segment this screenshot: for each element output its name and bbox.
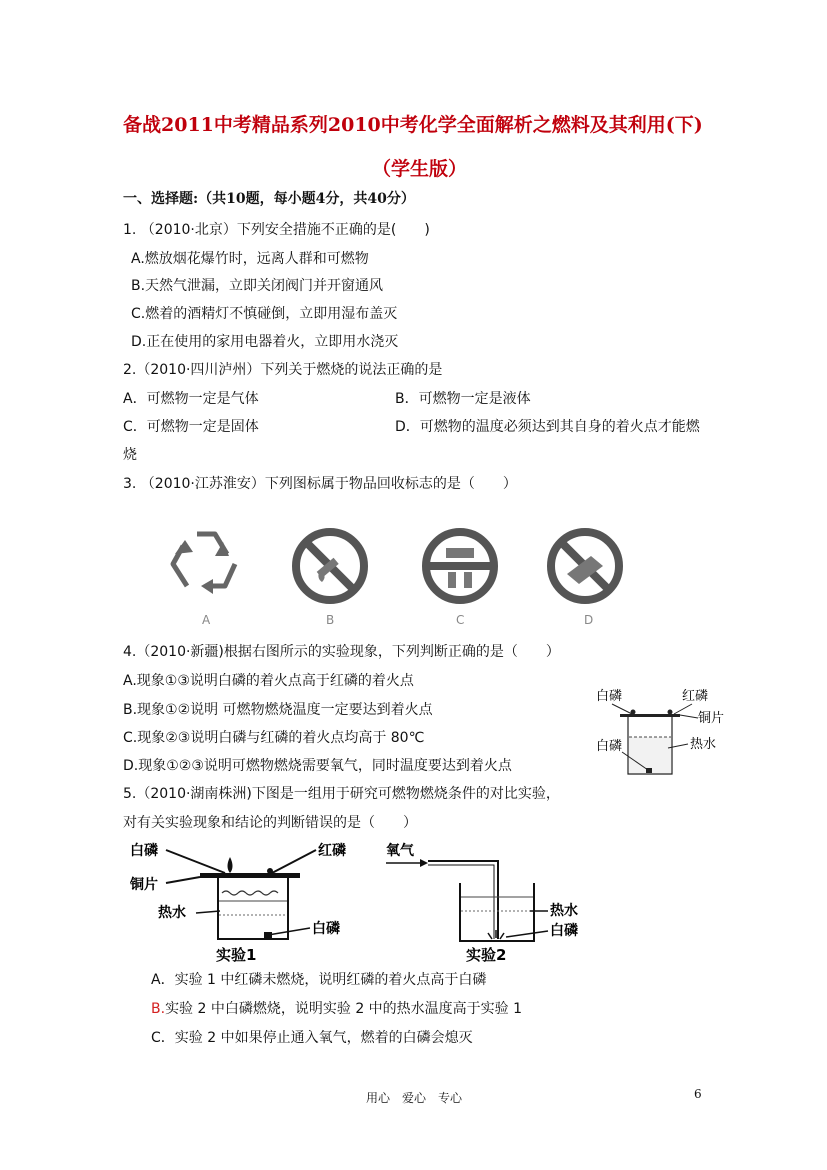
q4-figure	[590, 682, 740, 782]
footer-motto: 用心 爱心 专心	[366, 1091, 463, 1105]
q4-fig-white-p: 白磷	[596, 689, 623, 704]
q3-label-c: C	[456, 613, 465, 627]
q2-option-d-cont: 烧	[123, 447, 137, 463]
q2-stem: 2.（2010·四川泸州）下列关于燃烧的说法正确的是	[123, 362, 443, 378]
q5-option-b	[151, 998, 522, 1018]
q2-option-b: B．可燃物一定是液体	[395, 391, 531, 407]
exp1-red-p: 红磷	[318, 843, 346, 859]
q5-option-b-text: 实验 2 中白磷燃烧，说明实验 2 中的热水温度高于实验 1	[165, 1001, 523, 1017]
exp2-white-p: 白磷	[550, 923, 578, 939]
q3-label-d: D	[584, 613, 594, 627]
q4-fig-red-p: 红磷	[682, 689, 709, 704]
q3-icons	[160, 522, 640, 632]
q1-option-d: D.正在使用的家用电器着火，立即用水浇灭	[131, 334, 399, 350]
q2-option-c: C．可燃物一定是固体	[123, 419, 259, 435]
page-subtitle: （学生版）	[372, 158, 468, 180]
exp1-copper: 铜片	[130, 877, 158, 893]
q5-figures	[130, 835, 610, 963]
exp1-white-p2: 白磷	[312, 921, 340, 937]
section-heading: 一、选择题:（共10题，每小题4分，共40分）	[123, 191, 415, 207]
q4-fig-white-p2: 白磷	[596, 739, 623, 754]
page-title: 备战2011中考精品系列2010中考化学全面解析之燃料及其利用(下)	[123, 114, 703, 136]
q2-option-d: D．可燃物的温度必须达到其自身的着火点才能燃	[395, 419, 700, 435]
no-smoking-icon	[296, 532, 364, 600]
q4-option-a: A.现象①③说明白磷的着火点高于红磷的着火点	[123, 673, 414, 689]
q3-label-a: A	[202, 613, 211, 627]
q1-stem: 1. （2010·北京）下列安全措施不正确的是( )	[123, 222, 430, 238]
q4-option-b: B.现象①②说明 可燃物燃烧温度一定要达到着火点	[123, 702, 433, 718]
q3-label-b: B	[326, 613, 335, 627]
exp2-hot-water: 热水	[550, 903, 578, 919]
exp2-oxygen: 氧气	[386, 843, 414, 859]
q4-option-c: C.现象②③说明白磷与红磷的着火点均高于 80℃	[123, 730, 425, 746]
q5-stem-1: 5.（2010·湖南株洲)下图是一组用于研究可燃物燃烧条件的对比实验，	[123, 786, 560, 802]
experiment-2	[386, 842, 578, 963]
q1-option-c: C.燃着的酒精灯不慎碰倒，立即用湿布盖灭	[131, 306, 398, 322]
recycle-icon	[173, 534, 235, 594]
q2-option-a: A．可燃物一定是气体	[123, 391, 259, 407]
q5-option-c: C．实验 2 中如果停止通入氧气，燃着的白磷会熄灭	[151, 1030, 473, 1046]
q5-option-a: A．实验 1 中红磷未燃烧，说明红磷的着火点高于白磷	[151, 972, 487, 988]
q1-option-b: B.天然气泄漏，立即关闭阀门并开窗通风	[131, 278, 384, 294]
q5-stem-2: 对有关实验现象和结论的判断错误的是（ ）	[123, 815, 417, 831]
q1-option-a: A.燃放烟花爆竹时，远离人群和可燃物	[131, 251, 369, 267]
experiment-1	[130, 842, 346, 963]
q4-fig-hot-water: 热水	[690, 737, 717, 752]
q4-stem: 4.（2010·新疆)根据右图所示的实验现象，下列判断正确的是（ ）	[123, 644, 560, 660]
q5-option-b-letter: B.	[151, 1001, 166, 1017]
page-number: 6	[694, 1087, 702, 1101]
q4-option-d: D.现象①②③说明可燃物燃烧需要氧气，同时温度要达到着火点	[123, 758, 512, 774]
exp1-white-p: 白磷	[130, 843, 158, 859]
exp1-hot-water: 热水	[158, 905, 186, 921]
q3-stem: 3. （2010·江苏淮安）下列图标属于物品回收标志的是（ ）	[123, 476, 517, 492]
q4-fig-copper: 铜片	[698, 711, 725, 726]
exp1-caption: 实验1	[216, 946, 257, 963]
no-books-icon	[551, 532, 619, 600]
no-fire-icon	[426, 532, 494, 600]
exp2-caption: 实验2	[466, 946, 507, 963]
